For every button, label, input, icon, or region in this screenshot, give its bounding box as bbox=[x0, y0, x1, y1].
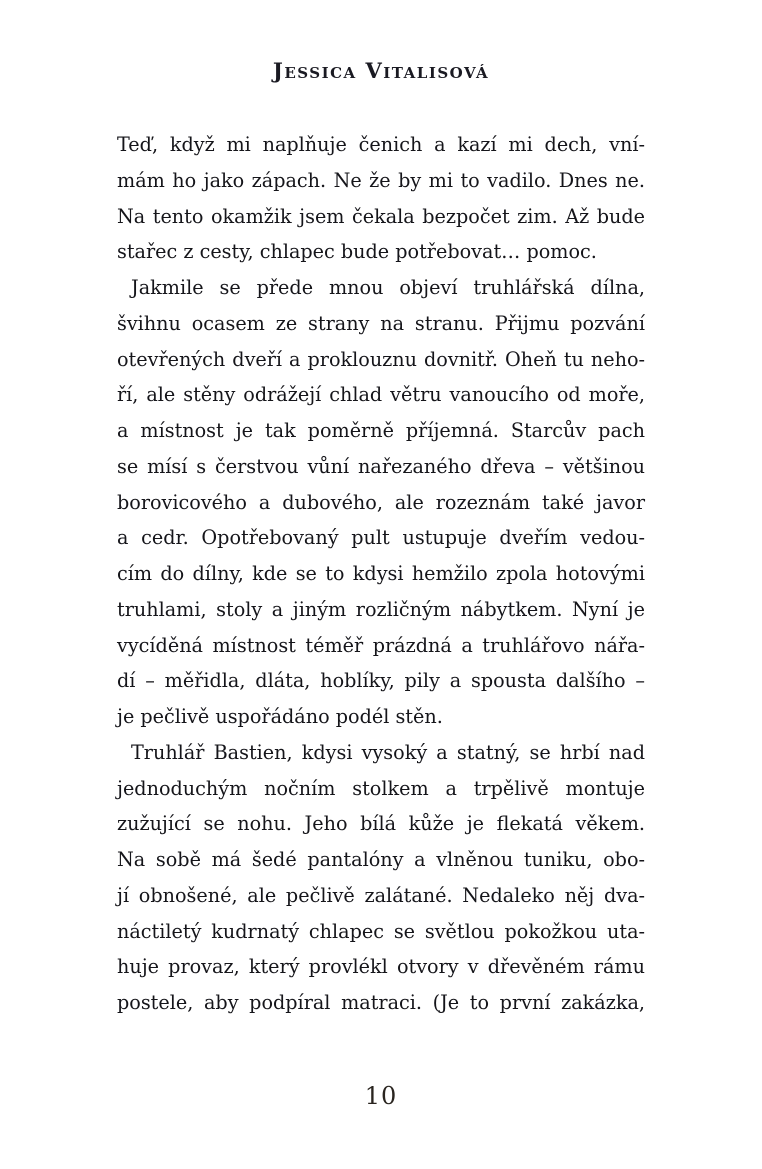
text-line: mám ho jako zápach. Ne že by mi to vadilo. Dnes ne. bbox=[117, 168, 645, 192]
text-line: a cedr. Opotřebovaný pult ustupuje dveřím vedou- bbox=[117, 526, 645, 550]
page-number: 10 bbox=[364, 1082, 398, 1110]
body-text bbox=[117, 127, 645, 1021]
text-line: stařec z cesty, chlapec bude potřebovat… pomoc. bbox=[117, 240, 597, 264]
text-line: zužující se nohu. Jeho bílá kůže je flekatá věkem. bbox=[117, 812, 645, 836]
text-line: borovicového a dubového, ale rozeznám také javor bbox=[117, 490, 645, 514]
text-line: se mísí s čerstvou vůní nařezaného dřeva – většinou bbox=[117, 454, 645, 478]
text-line: náctiletý kudrnatý chlapec se světlou pokožkou uta- bbox=[117, 919, 645, 943]
text-line: truhlami, stoly a jiným rozličným nábytkem. Nyní je bbox=[117, 597, 645, 621]
text-line: dí – měřidla, dláta, hoblíky, pily a spousta dalšího – bbox=[117, 669, 645, 693]
text-line: Na tento okamžik jsem čekala bezpočet zim. Až bude bbox=[117, 204, 645, 228]
running-head-author: Jessica Vitalisová bbox=[272, 58, 490, 83]
text-line: Jakmile se přede mnou objeví truhlářská dílna, bbox=[131, 276, 645, 299]
text-line: otevřených dveří a proklouznu dovnitř. Oheň tu neho- bbox=[117, 347, 645, 371]
text-line: a místnost je tak poměrně příjemná. Starcův pach bbox=[117, 419, 645, 442]
text-line: jí obnošené, ale pečlivě zalátané. Nedaleko něj dva- bbox=[117, 883, 645, 907]
text-line: je pečlivě uspořádáno podél stěn. bbox=[117, 705, 443, 728]
text-line: huje provaz, který provlékl otvory v dřevěném rámu bbox=[117, 955, 645, 979]
text-line: Truhlář Bastien, kdysi vysoký a statný, se hrbí nad bbox=[131, 740, 645, 764]
text-line: vycíděná místnost téměř prázdná a truhlářovo nářa- bbox=[117, 633, 645, 657]
text-line: cím do dílny, kde se to kdysi hemžilo zpola hotovými bbox=[117, 562, 645, 585]
text-line: Na sobě má šedé pantalóny a vlněnou tuniku, obo- bbox=[117, 848, 645, 871]
text-line: ří, ale stěny odrážejí chlad větru vanoucího od moře, bbox=[117, 383, 645, 407]
text-line: postele, aby podpíral matraci. (Je to první zakázka, bbox=[117, 991, 645, 1014]
text-line: Teď, když mi naplňuje čenich a kazí mi dech, vní- bbox=[117, 133, 645, 156]
text-line: jednoduchým nočním stolkem a trpělivě montuje bbox=[117, 776, 645, 800]
text-line: švihnu ocasem ze strany na stranu. Přijmu pozvání bbox=[117, 311, 645, 335]
